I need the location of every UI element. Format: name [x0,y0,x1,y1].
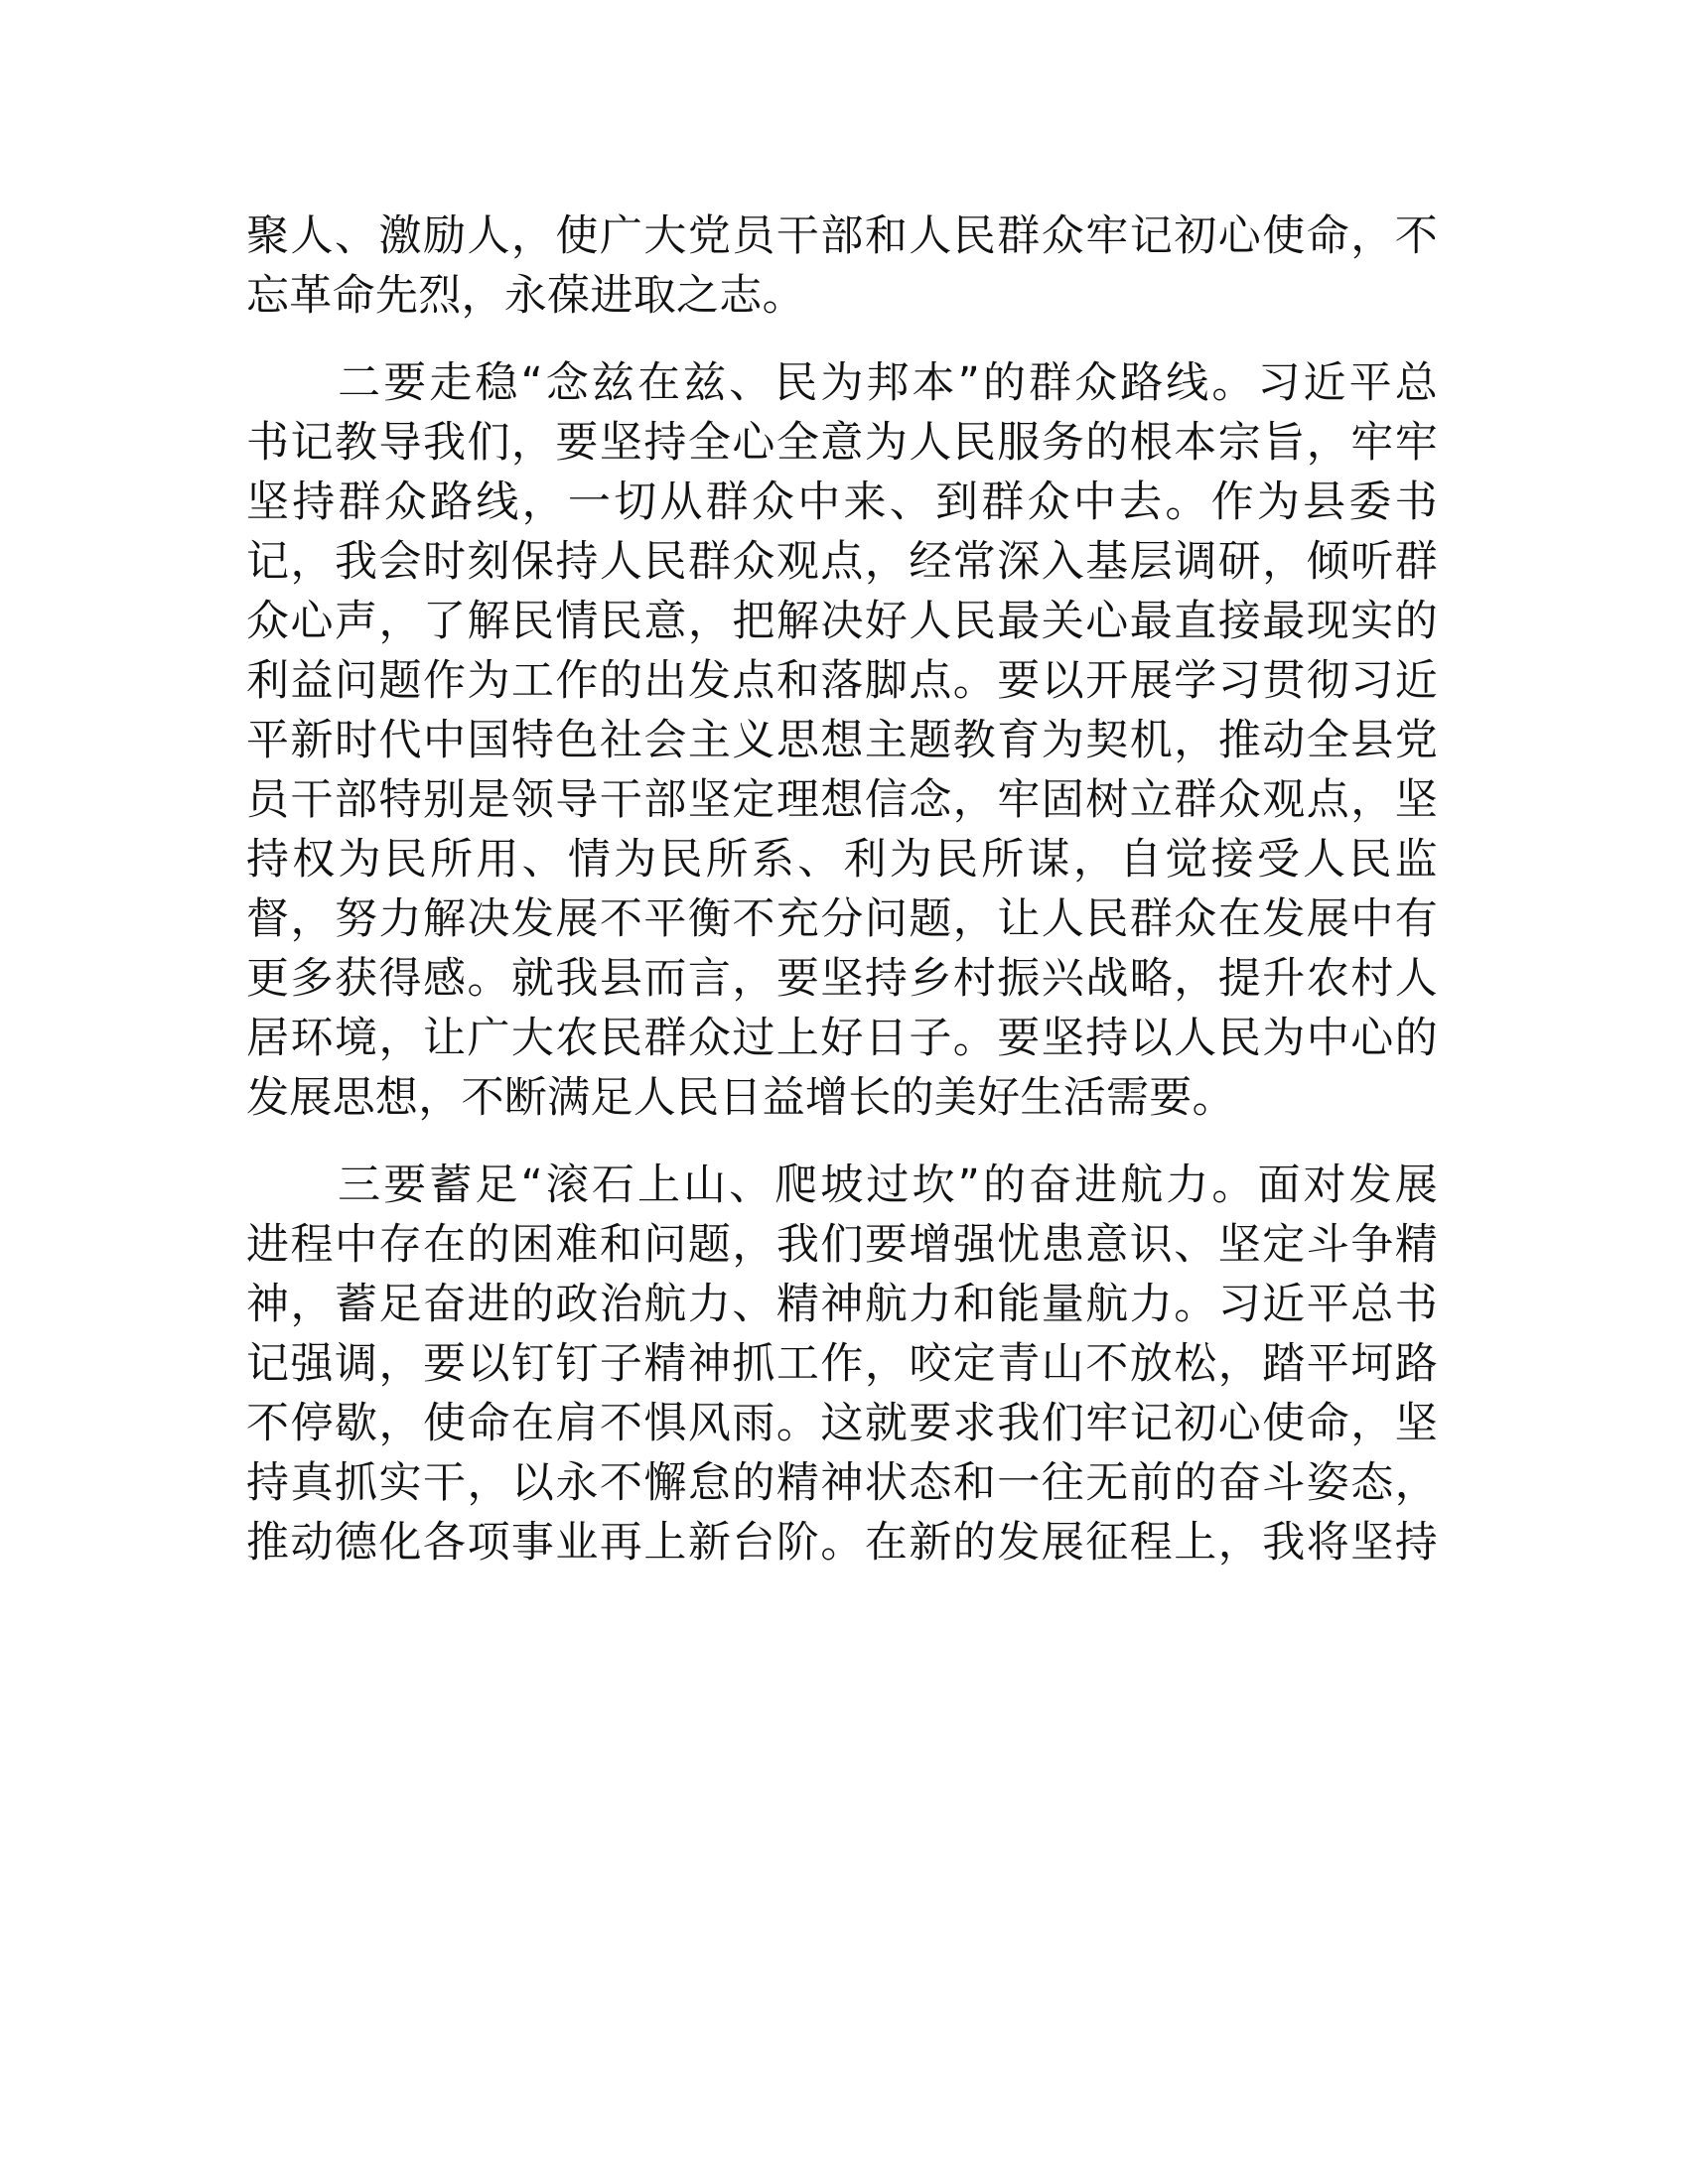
text-line: 更多获得感。就我县而言，要坚持乡村振兴战略，提升农村人 [246,954,1438,1004]
text-line: 二要走稳“念兹在兹、民为邦本”的群众路线。习近平总 [246,358,1438,408]
body-text [246,206,1438,1572]
text-line: 进程中存在的困难和问题，我们要增强忧患意识、坚定斗争精 [246,1220,1438,1270]
text-line: 书记教导我们，要坚持全心全意为人民服务的根本宗旨，牢牢 [246,418,1438,468]
text-line: 忘革命先烈，永葆进取之志。 [246,271,805,321]
text-line: 记强调，要以钉钉子精神抓工作，咬定青山不放松，踏平坷路 [246,1339,1438,1389]
text-line: 居环境，让广大农民群众过上好日子。要坚持以人民为中心的 [246,1014,1438,1063]
text-line: 持真抓实干，以永不懈怠的精神状态和一往无前的奋斗姿态， [246,1458,1438,1508]
text-line: 神，蓄足奋进的政治航力、精神航力和能量航力。习近平总书 [246,1280,1438,1329]
text-line: 持权为民所用、情为民所系、利为民所谋，自觉接受人民监 [246,835,1438,885]
paragraph-gap [246,1128,1438,1156]
text-line: 聚人、激励人，使广大党员干部和人民群众牢记初心使命，不 [246,211,1438,261]
text-line: 平新时代中国特色社会主义思想主题教育为契机，推动全县党 [246,716,1438,765]
paragraph-gap [246,326,1438,353]
text-line: 督，努力解决发展不平衡不充分问题，让人民群众在发展中有 [246,894,1438,944]
text-line: 众心声，了解民情民意，把解决好人民最关心最直接最现实的 [246,597,1438,646]
text-line: 推动德化各项事业再上新台阶。在新的发展征程上，我将坚持 [246,1518,1438,1568]
text-line: 坚持群众路线，一切从群众中来、到群众中去。作为县委书 [246,478,1438,527]
text-line: 记，我会时刻保持人民群众观点，经常深入基层调研，倾听群 [246,537,1438,587]
text-line: 三要蓄足“滚石上山、爬坡过坎”的奋进航力。面对发展 [246,1160,1438,1210]
text-line: 利益问题作为工作的出发点和落脚点。要以开展学习贯彻习近 [246,656,1438,706]
text-line: 不停歇，使命在肩不惧风雨。这就要求我们牢记初心使命，坚 [246,1399,1438,1448]
text-line: 员干部特别是领导干部坚定理想信念，牢固树立群众观点，坚 [246,775,1438,825]
text-line: 发展思想，不断满足人民日益增长的美好生活需要。 [246,1073,1235,1123]
